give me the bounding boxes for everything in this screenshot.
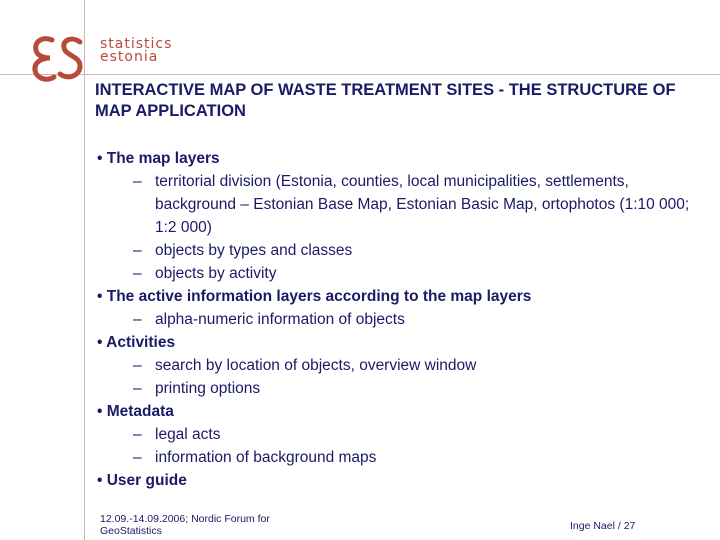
sub-bullet-text: objects by activity [155, 265, 277, 282]
sub-bullet-text: printing options [155, 380, 261, 397]
bullet-activities: • Activities [97, 334, 176, 351]
footer-event-line-2: GeoStatistics [100, 525, 162, 537]
bullet-active-layers: • The active information layers according to the map layers [97, 288, 532, 305]
sub-bullet-text: legal acts [155, 426, 221, 443]
logo-line-1: statistics [100, 36, 173, 52]
sub-bullet [97, 170, 697, 239]
dash-glyph: – [133, 311, 142, 328]
sub-bullet [97, 377, 697, 400]
sub-bullet-text: information of background maps [155, 449, 377, 466]
sub-bullet-text: alpha-numeric information of objects [155, 311, 405, 328]
logo-wordmark [100, 38, 172, 64]
dash-glyph: – [133, 173, 142, 190]
dash-glyph: – [133, 242, 142, 259]
bullet-map-layers: • The map layers [97, 150, 220, 167]
footer-event [100, 513, 270, 537]
statistics-estonia-logo-icon [28, 32, 86, 84]
slide-body [97, 147, 697, 492]
bullet-metadata: • Metadata [97, 403, 174, 420]
sub-bullet [97, 423, 697, 446]
footer-event-line-1: 12.09.-14.09.2006; Nordic Forum for [100, 513, 270, 525]
sub-bullet-text: search by location of objects, overview window [155, 357, 477, 374]
sub-bullet [97, 446, 697, 469]
sub-bullet-text: territorial division (Estonia, counties, local municipalities, settlements, background – Estonian Base Map, Estonian Basic Map, ortophotos (1:10 000; 1:2 000) [155, 173, 690, 236]
sub-bullet [97, 354, 697, 377]
dash-glyph: – [133, 357, 142, 374]
dash-glyph: – [133, 380, 142, 397]
bullet-user-guide: • User guide [97, 472, 187, 489]
dash-glyph: – [133, 265, 142, 282]
dash-glyph: – [133, 426, 142, 443]
sub-bullet [97, 262, 697, 285]
sub-bullet [97, 308, 697, 331]
slide-title: INTERACTIVE MAP OF WASTE TREATMENT SITES - THE STRUCTURE OF MAP APPLICATION [95, 81, 676, 120]
dash-glyph: – [133, 449, 142, 466]
horizontal-rule [0, 74, 720, 75]
logo-line-2: estonia [100, 49, 159, 65]
footer-author-page: Inge Nael / 27 [570, 520, 636, 532]
sub-bullet [97, 239, 697, 262]
sub-bullet-text: objects by types and classes [155, 242, 353, 259]
